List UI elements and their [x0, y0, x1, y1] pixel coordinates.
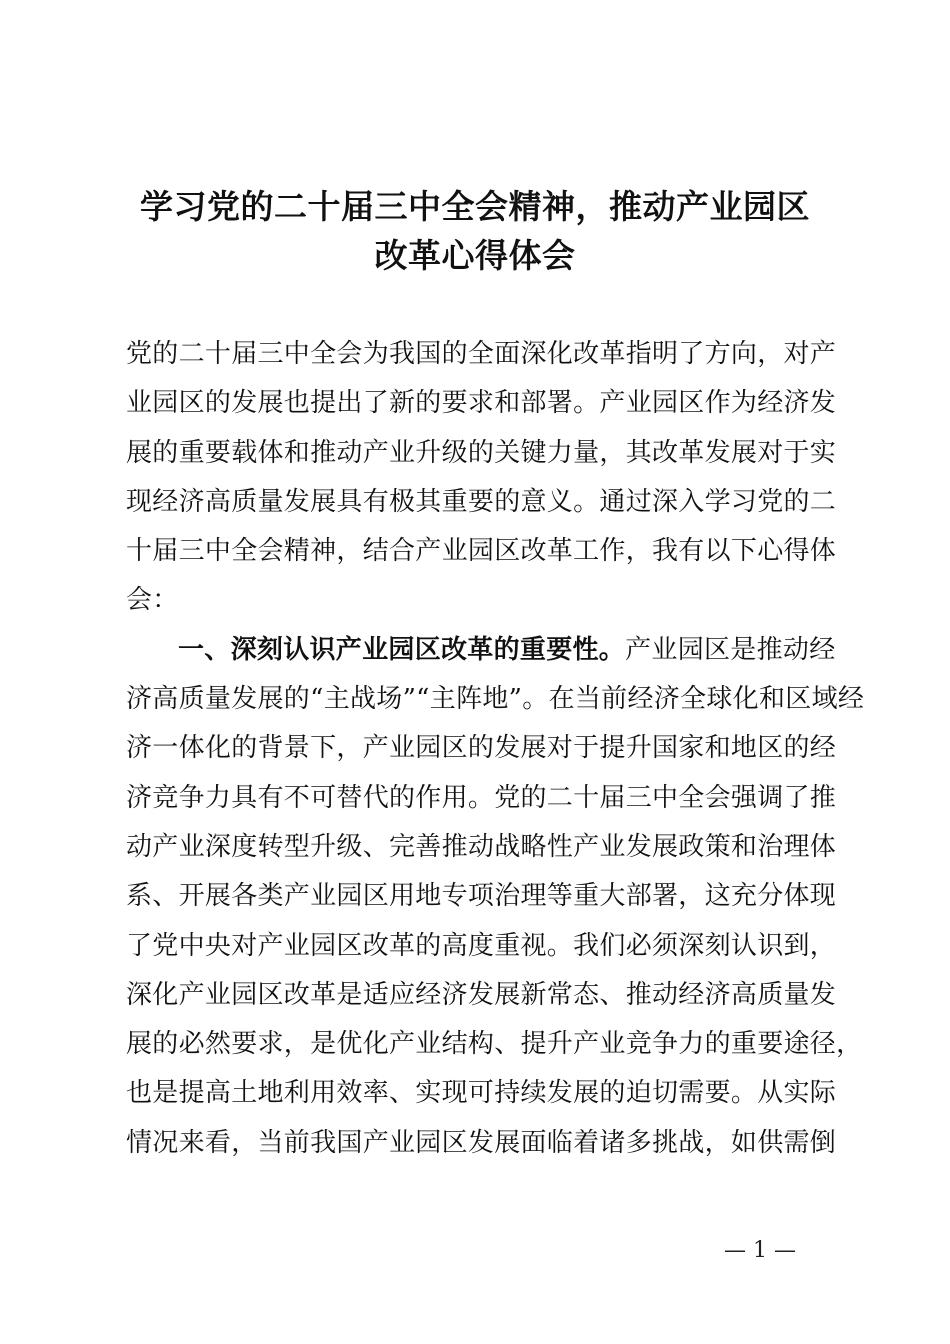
body-line: 十届三中全会精神，结合产业园区改革工作，我有以下心得体 — [126, 536, 837, 567]
document-title-line-1: 学习党的二十届三中全会精神，推动产业园区 — [140, 187, 810, 226]
section-1-heading: 一、深刻认识产业园区改革的重要性。 — [178, 634, 626, 665]
body-line: 济高质量发展的“主战场”“主阵地”。在当前经济全球化和区域经 — [126, 684, 865, 715]
body-line: 展的必然要求，是优化产业结构、提升产业竞争力的重要途径， — [126, 1029, 863, 1060]
body-line: 动产业深度转型升级、完善推动战略性产业发展政策和治理体 — [126, 831, 837, 862]
section-1-first-line — [126, 626, 846, 675]
document-title-line-2: 改革心得体会 — [374, 236, 576, 275]
body-line: 济一体化的背景下，产业园区的发展对于提升国家和地区的经 — [126, 733, 837, 764]
body-line: 会： — [126, 585, 179, 616]
body-line: 了党中央对产业园区改革的高度重视。我们必须深刻认识到， — [126, 930, 837, 961]
body-line: 现经济高质量发展具有极其重要的意义。通过深入学习党的二 — [126, 486, 837, 517]
page-number: — 1 — — [724, 1238, 796, 1263]
document-body — [126, 330, 865, 1168]
body-line: 党的二十届三中全会为我国的全面深化改革指明了方向，对产 — [126, 339, 837, 369]
body-line: 系、开展各类产业园区用地专项治理等重大部署，这充分体现 — [126, 881, 837, 912]
body-line: 深化产业园区改革是适应经济发展新常态、推动经济高质量发 — [126, 979, 837, 1010]
body-line: 业园区的发展也提出了新的要求和部署。产业园区作为经济发 — [126, 388, 837, 419]
body-line: 展的重要载体和推动产业升级的关键力量，其改革发展对于实 — [126, 437, 837, 468]
section-1-first-line-tail: 产业园区是推动经 — [625, 634, 836, 665]
body-line: 济竞争力具有不可替代的作用。党的二十届三中全会强调了推 — [126, 782, 837, 813]
body-line: 情况来看，当前我国产业园区发展面临着诸多挑战，如供需倒 — [126, 1127, 837, 1158]
body-line: 也是提高土地利用效率、实现可持续发展的迫切需要。从实际 — [126, 1078, 837, 1109]
